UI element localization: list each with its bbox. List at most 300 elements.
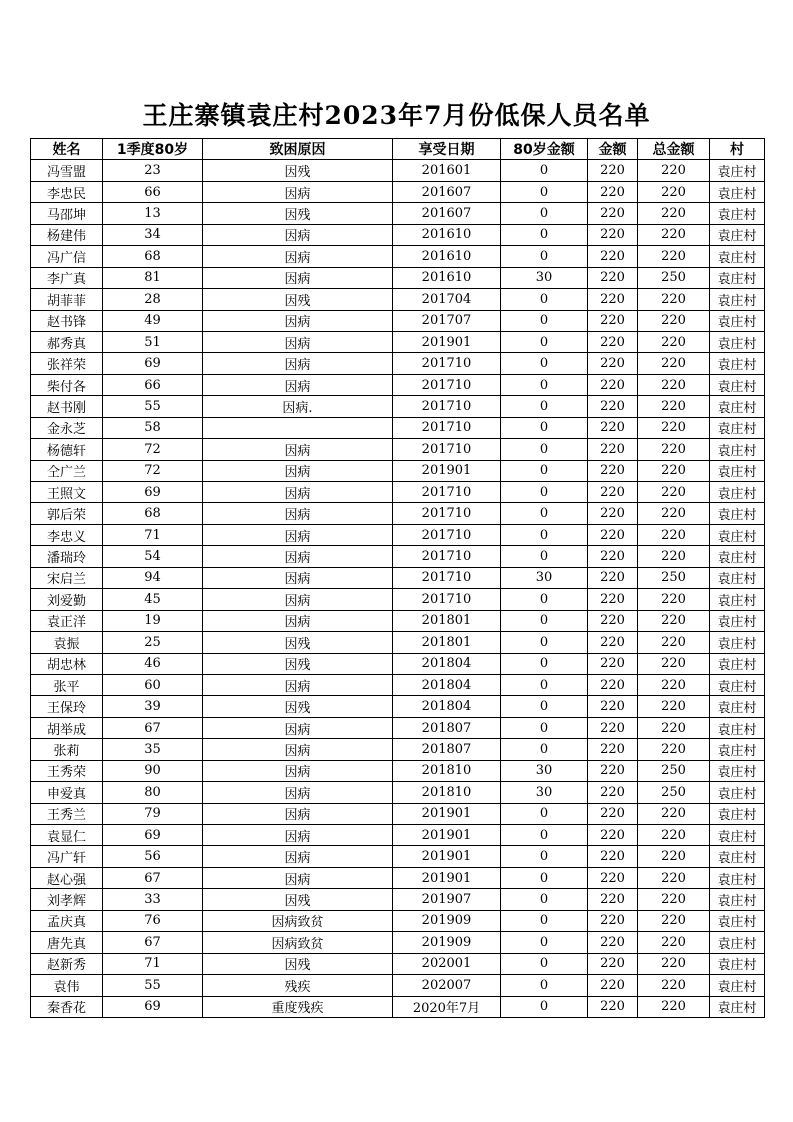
cell-total: 220 xyxy=(638,482,710,503)
cell-total: 220 xyxy=(638,203,710,224)
cell-name: 潘瑞玲 xyxy=(31,546,103,567)
cell-village: 袁庄村 xyxy=(710,975,765,996)
cell-village: 袁庄村 xyxy=(710,482,765,503)
cell-village: 袁庄村 xyxy=(710,567,765,588)
table-row xyxy=(31,610,765,631)
header-bonus: 80岁金额 xyxy=(501,139,588,160)
cell-total: 220 xyxy=(638,181,710,202)
cell-amount: 220 xyxy=(588,653,638,674)
cell-village: 袁庄村 xyxy=(710,203,765,224)
cell-amount: 220 xyxy=(588,396,638,417)
cell-age: 28 xyxy=(103,289,203,310)
cell-reason: 因病 xyxy=(203,803,393,824)
cell-amount: 220 xyxy=(588,889,638,910)
cell-date: 201710 xyxy=(393,546,501,567)
cell-bonus: 0 xyxy=(501,224,588,245)
table-row xyxy=(31,267,765,288)
cell-total: 220 xyxy=(638,524,710,545)
cell-age: 39 xyxy=(103,696,203,717)
table-row xyxy=(31,224,765,245)
cell-date: 201710 xyxy=(393,503,501,524)
cell-amount: 220 xyxy=(588,224,638,245)
cell-amount: 220 xyxy=(588,782,638,803)
cell-age: 90 xyxy=(103,760,203,781)
cell-bonus: 0 xyxy=(501,524,588,545)
cell-village: 袁庄村 xyxy=(710,803,765,824)
cell-date: 201601 xyxy=(393,160,501,181)
cell-amount: 220 xyxy=(588,267,638,288)
cell-age: 94 xyxy=(103,567,203,588)
header-amount: 金额 xyxy=(588,139,638,160)
cell-amount: 220 xyxy=(588,975,638,996)
table-row xyxy=(31,846,765,867)
cell-bonus: 0 xyxy=(501,632,588,653)
cell-amount: 220 xyxy=(588,524,638,545)
cell-total: 220 xyxy=(638,610,710,631)
table-row xyxy=(31,867,765,888)
cell-bonus: 0 xyxy=(501,439,588,460)
cell-reason: 因残 xyxy=(203,889,393,910)
cell-total: 220 xyxy=(638,589,710,610)
cell-village: 袁庄村 xyxy=(710,439,765,460)
table-row xyxy=(31,674,765,695)
cell-date: 201901 xyxy=(393,825,501,846)
cell-reason: 因病 xyxy=(203,439,393,460)
cell-amount: 220 xyxy=(588,417,638,438)
cell-bonus: 0 xyxy=(501,310,588,331)
header-name: 姓名 xyxy=(31,139,103,160)
cell-date: 201804 xyxy=(393,696,501,717)
cell-name: 杨德轩 xyxy=(31,439,103,460)
cell-amount: 220 xyxy=(588,353,638,374)
table-row xyxy=(31,653,765,674)
cell-bonus: 0 xyxy=(501,867,588,888)
cell-age: 71 xyxy=(103,953,203,974)
cell-bonus: 0 xyxy=(501,846,588,867)
cell-date: 201710 xyxy=(393,417,501,438)
cell-total: 220 xyxy=(638,632,710,653)
cell-name: 李忠民 xyxy=(31,181,103,202)
table-row xyxy=(31,932,765,953)
cell-name: 王保玲 xyxy=(31,696,103,717)
cell-total: 220 xyxy=(638,417,710,438)
cell-village: 袁庄村 xyxy=(710,910,765,931)
cell-age: 58 xyxy=(103,417,203,438)
cell-reason: 因病 xyxy=(203,482,393,503)
cell-village: 袁庄村 xyxy=(710,889,765,910)
cell-reason: 因病 xyxy=(203,181,393,202)
table-row xyxy=(31,374,765,395)
cell-bonus: 0 xyxy=(501,996,588,1017)
cell-date: 201801 xyxy=(393,610,501,631)
cell-village: 袁庄村 xyxy=(710,460,765,481)
cell-age: 19 xyxy=(103,610,203,631)
cell-bonus: 0 xyxy=(501,203,588,224)
cell-amount: 220 xyxy=(588,932,638,953)
cell-amount: 220 xyxy=(588,331,638,352)
cell-village: 袁庄村 xyxy=(710,739,765,760)
cell-date: 201909 xyxy=(393,910,501,931)
cell-total: 220 xyxy=(638,867,710,888)
table-row xyxy=(31,782,765,803)
cell-village: 袁庄村 xyxy=(710,396,765,417)
cell-date: 201807 xyxy=(393,717,501,738)
cell-name: 柴付各 xyxy=(31,374,103,395)
cell-age: 68 xyxy=(103,246,203,267)
table-row xyxy=(31,331,765,352)
cell-amount: 220 xyxy=(588,482,638,503)
cell-total: 220 xyxy=(638,374,710,395)
cell-village: 袁庄村 xyxy=(710,867,765,888)
cell-name: 袁正洋 xyxy=(31,610,103,631)
cell-total: 220 xyxy=(638,503,710,524)
cell-date: 201710 xyxy=(393,567,501,588)
cell-total: 220 xyxy=(638,825,710,846)
cell-age: 55 xyxy=(103,396,203,417)
cell-name: 张莉 xyxy=(31,739,103,760)
cell-reason: 因病 xyxy=(203,567,393,588)
cell-total: 220 xyxy=(638,803,710,824)
table-row xyxy=(31,760,765,781)
cell-date: 202001 xyxy=(393,953,501,974)
cell-date: 201810 xyxy=(393,760,501,781)
cell-name: 郭后荣 xyxy=(31,503,103,524)
cell-age: 69 xyxy=(103,996,203,1017)
cell-name: 仝广兰 xyxy=(31,460,103,481)
cell-total: 220 xyxy=(638,910,710,931)
table-row xyxy=(31,396,765,417)
cell-village: 袁庄村 xyxy=(710,267,765,288)
cell-name: 赵心强 xyxy=(31,867,103,888)
table-row xyxy=(31,889,765,910)
cell-reason: 因病 xyxy=(203,374,393,395)
cell-reason: 因残 xyxy=(203,953,393,974)
cell-bonus: 0 xyxy=(501,674,588,695)
cell-amount: 220 xyxy=(588,803,638,824)
cell-total: 250 xyxy=(638,267,710,288)
cell-reason: 因病 xyxy=(203,246,393,267)
cell-reason: 因病 xyxy=(203,267,393,288)
cell-village: 袁庄村 xyxy=(710,331,765,352)
cell-reason: 因病 xyxy=(203,353,393,374)
cell-age: 35 xyxy=(103,739,203,760)
cell-bonus: 0 xyxy=(501,696,588,717)
cell-total: 220 xyxy=(638,932,710,953)
cell-name: 赵新秀 xyxy=(31,953,103,974)
cell-village: 袁庄村 xyxy=(710,674,765,695)
cell-reason: 因病 xyxy=(203,674,393,695)
cell-name: 王秀兰 xyxy=(31,803,103,824)
cell-amount: 220 xyxy=(588,567,638,588)
table-row xyxy=(31,181,765,202)
table-row xyxy=(31,803,765,824)
cell-age: 66 xyxy=(103,181,203,202)
cell-bonus: 0 xyxy=(501,331,588,352)
cell-reason: 因病 xyxy=(203,524,393,545)
cell-date: 201710 xyxy=(393,524,501,545)
cell-amount: 220 xyxy=(588,846,638,867)
cell-total: 220 xyxy=(638,696,710,717)
cell-total: 220 xyxy=(638,224,710,245)
cell-village: 袁庄村 xyxy=(710,289,765,310)
cell-total: 220 xyxy=(638,953,710,974)
cell-village: 袁庄村 xyxy=(710,825,765,846)
cell-total: 220 xyxy=(638,546,710,567)
cell-date: 201710 xyxy=(393,353,501,374)
cell-total: 220 xyxy=(638,975,710,996)
cell-date: 201610 xyxy=(393,246,501,267)
cell-date: 201901 xyxy=(393,846,501,867)
table-row xyxy=(31,246,765,267)
cell-name: 马邵坤 xyxy=(31,203,103,224)
cell-date: 201807 xyxy=(393,739,501,760)
cell-amount: 220 xyxy=(588,674,638,695)
cell-village: 袁庄村 xyxy=(710,546,765,567)
cell-date: 201610 xyxy=(393,267,501,288)
table-row xyxy=(31,696,765,717)
cell-village: 袁庄村 xyxy=(710,160,765,181)
cell-village: 袁庄村 xyxy=(710,224,765,245)
table-row xyxy=(31,975,765,996)
cell-bonus: 0 xyxy=(501,803,588,824)
cell-amount: 220 xyxy=(588,460,638,481)
cell-reason: 因病 xyxy=(203,867,393,888)
table-row xyxy=(31,417,765,438)
cell-age: 60 xyxy=(103,674,203,695)
cell-amount: 220 xyxy=(588,717,638,738)
cell-name: 张祥荣 xyxy=(31,353,103,374)
table-row xyxy=(31,289,765,310)
cell-village: 袁庄村 xyxy=(710,696,765,717)
cell-amount: 220 xyxy=(588,996,638,1017)
cell-bonus: 30 xyxy=(501,782,588,803)
cell-date: 201710 xyxy=(393,396,501,417)
cell-total: 220 xyxy=(638,396,710,417)
cell-total: 250 xyxy=(638,760,710,781)
cell-total: 220 xyxy=(638,310,710,331)
cell-age: 67 xyxy=(103,932,203,953)
cell-age: 54 xyxy=(103,546,203,567)
cell-date: 201804 xyxy=(393,653,501,674)
table-row xyxy=(31,203,765,224)
cell-age: 69 xyxy=(103,353,203,374)
cell-village: 袁庄村 xyxy=(710,610,765,631)
cell-age: 79 xyxy=(103,803,203,824)
table-row xyxy=(31,503,765,524)
cell-total: 220 xyxy=(638,739,710,760)
cell-bonus: 0 xyxy=(501,932,588,953)
cell-name: 袁显仁 xyxy=(31,825,103,846)
cell-name: 唐先真 xyxy=(31,932,103,953)
header-village: 村 xyxy=(710,139,765,160)
cell-total: 220 xyxy=(638,160,710,181)
cell-village: 袁庄村 xyxy=(710,632,765,653)
cell-date: 201901 xyxy=(393,867,501,888)
table-row xyxy=(31,996,765,1017)
cell-reason: 因残 xyxy=(203,632,393,653)
cell-date: 201909 xyxy=(393,932,501,953)
table-row xyxy=(31,632,765,653)
cell-reason: 因病致贫 xyxy=(203,932,393,953)
cell-reason: 因病 xyxy=(203,460,393,481)
table-row xyxy=(31,310,765,331)
cell-reason: 因病 xyxy=(203,546,393,567)
cell-amount: 220 xyxy=(588,160,638,181)
table-row xyxy=(31,739,765,760)
table-row xyxy=(31,482,765,503)
cell-bonus: 0 xyxy=(501,353,588,374)
table-row xyxy=(31,460,765,481)
page-title: 王庄寨镇袁庄村2023年7月份低保人员名单 xyxy=(142,101,651,130)
cell-reason: 因病 xyxy=(203,846,393,867)
cell-total: 250 xyxy=(638,567,710,588)
cell-amount: 220 xyxy=(588,503,638,524)
cell-date: 202007 xyxy=(393,975,501,996)
recipient-table xyxy=(30,138,765,1018)
table-row xyxy=(31,439,765,460)
cell-reason: 因残 xyxy=(203,203,393,224)
cell-bonus: 0 xyxy=(501,289,588,310)
table-row xyxy=(31,160,765,181)
cell-age: 66 xyxy=(103,374,203,395)
cell-village: 袁庄村 xyxy=(710,932,765,953)
cell-total: 220 xyxy=(638,889,710,910)
cell-amount: 220 xyxy=(588,439,638,460)
cell-bonus: 0 xyxy=(501,396,588,417)
cell-amount: 220 xyxy=(588,739,638,760)
cell-age: 69 xyxy=(103,482,203,503)
cell-bonus: 0 xyxy=(501,503,588,524)
cell-age: 67 xyxy=(103,867,203,888)
cell-date: 201810 xyxy=(393,782,501,803)
cell-amount: 220 xyxy=(588,953,638,974)
cell-reason: 因病 xyxy=(203,503,393,524)
cell-reason: 因病 xyxy=(203,589,393,610)
cell-age: 68 xyxy=(103,503,203,524)
cell-date: 201801 xyxy=(393,632,501,653)
cell-name: 胡忠林 xyxy=(31,653,103,674)
cell-bonus: 0 xyxy=(501,739,588,760)
cell-total: 250 xyxy=(638,782,710,803)
cell-total: 220 xyxy=(638,460,710,481)
cell-bonus: 0 xyxy=(501,953,588,974)
cell-date: 201710 xyxy=(393,374,501,395)
cell-reason: 因残 xyxy=(203,160,393,181)
cell-reason: 因病 xyxy=(203,825,393,846)
cell-name: 冯广轩 xyxy=(31,846,103,867)
cell-total: 220 xyxy=(638,353,710,374)
cell-date: 201901 xyxy=(393,803,501,824)
cell-amount: 220 xyxy=(588,310,638,331)
cell-date: 201707 xyxy=(393,310,501,331)
cell-name: 金永芝 xyxy=(31,417,103,438)
cell-bonus: 0 xyxy=(501,825,588,846)
cell-name: 李广真 xyxy=(31,267,103,288)
cell-date: 201804 xyxy=(393,674,501,695)
cell-village: 袁庄村 xyxy=(710,996,765,1017)
cell-name: 刘孝辉 xyxy=(31,889,103,910)
cell-name: 王照文 xyxy=(31,482,103,503)
cell-reason: 因病 xyxy=(203,331,393,352)
cell-reason: 因病 xyxy=(203,760,393,781)
cell-total: 220 xyxy=(638,717,710,738)
cell-age: 33 xyxy=(103,889,203,910)
cell-reason: 因残 xyxy=(203,653,393,674)
cell-bonus: 0 xyxy=(501,975,588,996)
cell-total: 220 xyxy=(638,674,710,695)
cell-age: 72 xyxy=(103,460,203,481)
cell-name: 胡举成 xyxy=(31,717,103,738)
table-body xyxy=(31,160,765,1018)
cell-bonus: 0 xyxy=(501,246,588,267)
cell-date: 201901 xyxy=(393,331,501,352)
cell-age: 55 xyxy=(103,975,203,996)
cell-total: 220 xyxy=(638,846,710,867)
cell-amount: 220 xyxy=(588,546,638,567)
cell-reason: 残疾 xyxy=(203,975,393,996)
cell-name: 杨建伟 xyxy=(31,224,103,245)
cell-bonus: 0 xyxy=(501,460,588,481)
cell-village: 袁庄村 xyxy=(710,353,765,374)
cell-total: 220 xyxy=(638,439,710,460)
cell-bonus: 0 xyxy=(501,482,588,503)
cell-date: 201710 xyxy=(393,589,501,610)
cell-total: 220 xyxy=(638,246,710,267)
cell-total: 220 xyxy=(638,331,710,352)
cell-bonus: 0 xyxy=(501,717,588,738)
cell-amount: 220 xyxy=(588,696,638,717)
cell-name: 赵书锋 xyxy=(31,310,103,331)
cell-total: 220 xyxy=(638,996,710,1017)
header-age: 1季度80岁 xyxy=(103,139,203,160)
cell-age: 51 xyxy=(103,331,203,352)
cell-date: 201907 xyxy=(393,889,501,910)
cell-village: 袁庄村 xyxy=(710,589,765,610)
cell-amount: 220 xyxy=(588,289,638,310)
cell-date: 201704 xyxy=(393,289,501,310)
table-row xyxy=(31,524,765,545)
cell-bonus: 0 xyxy=(501,910,588,931)
header-total: 总金额 xyxy=(638,139,710,160)
cell-date: 2020年7月 xyxy=(393,996,501,1017)
cell-reason: 重度残疾 xyxy=(203,996,393,1017)
cell-village: 袁庄村 xyxy=(710,374,765,395)
cell-bonus: 30 xyxy=(501,567,588,588)
cell-name: 秦香花 xyxy=(31,996,103,1017)
header-reason: 致困原因 xyxy=(203,139,393,160)
cell-name: 袁伟 xyxy=(31,975,103,996)
cell-name: 袁振 xyxy=(31,632,103,653)
table-row xyxy=(31,910,765,931)
cell-age: 67 xyxy=(103,717,203,738)
cell-name: 孟庆真 xyxy=(31,910,103,931)
cell-reason: 因病. xyxy=(203,396,393,417)
cell-date: 201710 xyxy=(393,482,501,503)
cell-name: 申爱真 xyxy=(31,782,103,803)
cell-age: 23 xyxy=(103,160,203,181)
table-row xyxy=(31,825,765,846)
cell-village: 袁庄村 xyxy=(710,246,765,267)
cell-village: 袁庄村 xyxy=(710,953,765,974)
cell-date: 201610 xyxy=(393,224,501,245)
cell-reason: 因病 xyxy=(203,310,393,331)
cell-reason: 因病 xyxy=(203,717,393,738)
cell-name: 张平 xyxy=(31,674,103,695)
cell-bonus: 0 xyxy=(501,160,588,181)
cell-amount: 220 xyxy=(588,374,638,395)
cell-total: 220 xyxy=(638,289,710,310)
cell-bonus: 0 xyxy=(501,417,588,438)
